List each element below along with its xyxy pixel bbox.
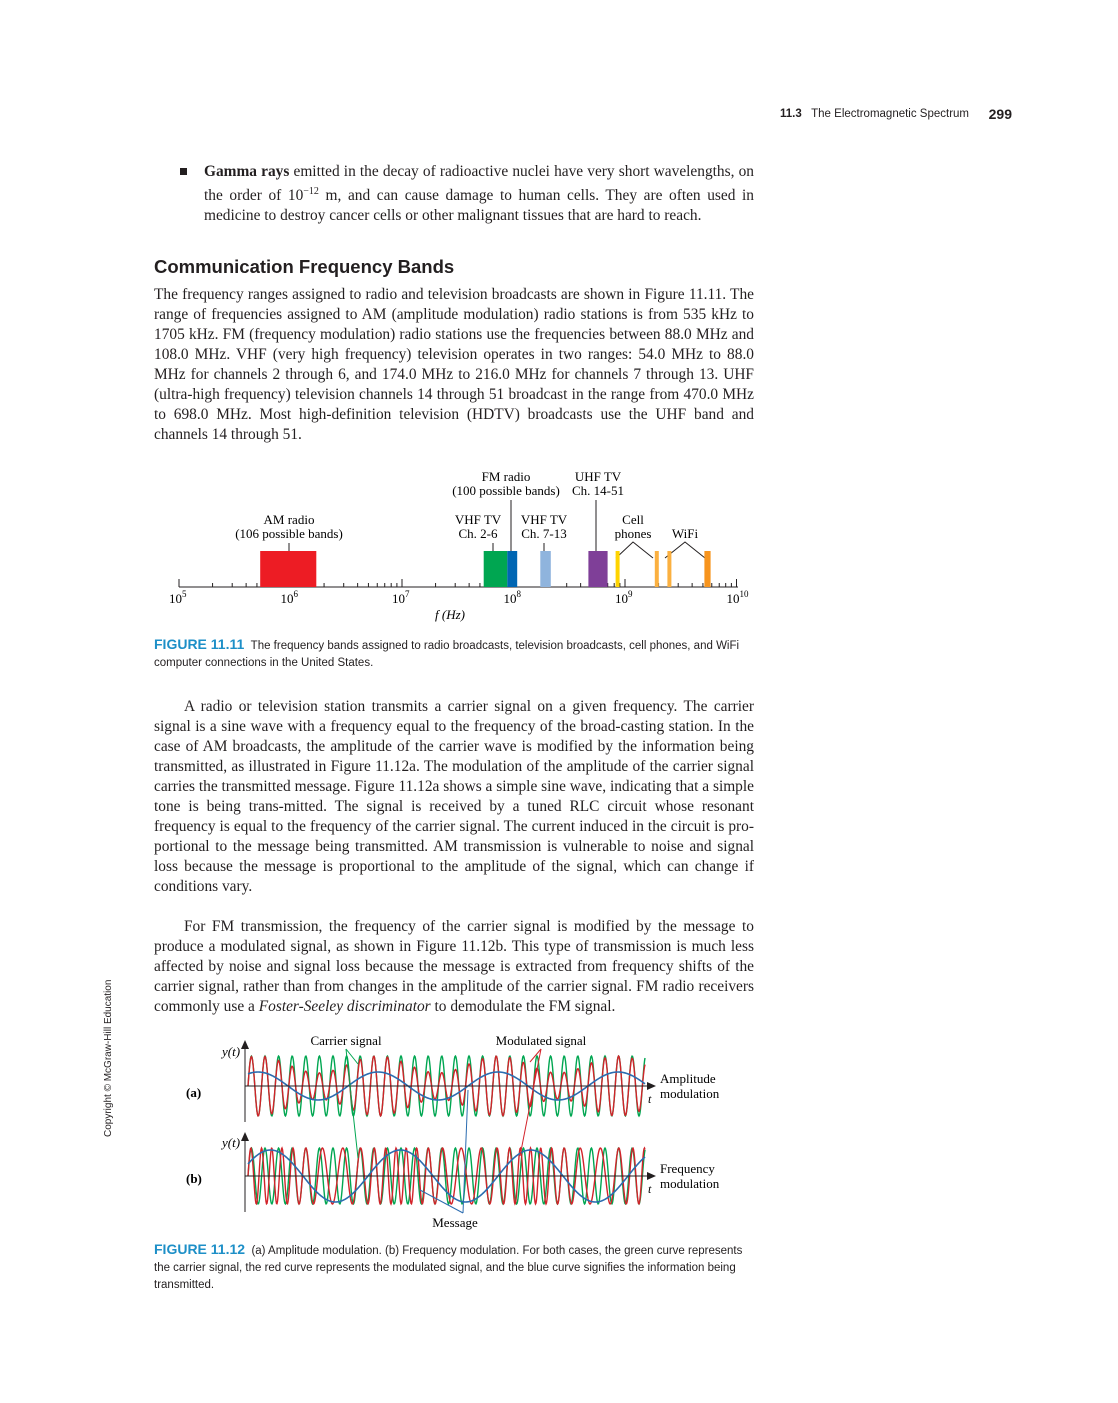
am-label-2: (106 possible bands): [235, 526, 343, 541]
t-label-b: t: [648, 1182, 652, 1196]
section-heading: Communication Frequency Bands: [154, 256, 455, 277]
section-number: 11.3: [780, 108, 802, 120]
copyright-note: Copyright © McGraw-Hill Education: [103, 979, 114, 1137]
tick-label: $10^9$: [615, 589, 633, 606]
tick-label: $10^{10}$: [726, 589, 749, 606]
paragraph-bands: The frequency ranges assigned to radio and television broadcasts are shown in Figure 11.11. The range of frequencies assigned to AM (amplitude modulation) radio stations is from 535 kHz to 1705 kHz. FM (frequency modulation) radio stations use the frequencies between 88.0 MHz and 108.0 MHz. VHF (very high frequency) television operates in two ranges: 54.0 MHz to 88.0 MHz for channels 2 through 6, and 174.0 MHz to 216.0 MHz for channels 7 through 13. UHF (ultra-high frequency) television channels 14 through 51 broadcast in the range from 470.0 MHz to 698.0 MHz. Most high-definition television (HDTV) broadcasts use the UHF band and channels 14 through 51.: [154, 286, 754, 443]
x-axis-tick-labels: [169, 589, 749, 606]
y-axis-label-b: y(t): [222, 1135, 241, 1150]
band-bar: [484, 551, 508, 587]
figure-11-12-chart: [0, 1030, 1118, 1230]
cell-label-1: Cell: [622, 512, 644, 527]
y-arrow-a: [241, 1040, 249, 1049]
figure-11-11-caption: [154, 636, 754, 672]
running-head: [780, 108, 1012, 126]
band-bar: [588, 551, 607, 587]
band-bar: [704, 551, 710, 587]
gamma-bullet: [180, 162, 754, 226]
t-label-a: t: [648, 1092, 652, 1106]
caption-text: (a) Amplitude modulation. (b) Frequency modulation. For both cases, the green curve represents the carrier signal, the red curve represents the modulated signal, and the blue curve signifies the information being transmitted.: [154, 1245, 743, 1291]
band-bar: [260, 551, 316, 587]
y-axis-label-a: y(t): [222, 1044, 241, 1059]
cell-leader: [616, 542, 653, 558]
band-bar: [540, 551, 551, 587]
vhf1-label-1: VHF TV: [454, 512, 502, 527]
uhf-label-1: UHF TV: [574, 469, 622, 484]
vhf2-label-1: VHF TV: [520, 512, 568, 527]
paragraph-carrier: A radio or television station transmits a carrier signal on a given frequency. The carrier signal is a sine wave with a frequency equal to the frequency of the broad-casting station. In the case of AM broadcasts, the amplitude of the carrier wave is modified by the information being transmitted, as illustrated in Figure 11.12a. The modulation of the amplitude of the carrier signal carries the transmitted message. Figure 11.12a shows a simple sine wave, indicating that a simple tone is being trans-mitted. The signal is received by a tuned RLC circuit whose resonant frequency is equal to the frequency of the carrier signal. The current induced in the circuit is pro-portional to the message being transmitted. AM transmission is vulnerable to noise and signal loss because the message is proportional to the amplitude of the signal, which can change if conditions vary.: [154, 698, 754, 895]
x-axis-label: f (Hz): [435, 607, 465, 622]
vhf1-label-2: Ch. 2-6: [458, 526, 498, 541]
uhf-label-2: Ch. 14-51: [572, 483, 624, 498]
am-side-label-2: modulation: [660, 1086, 720, 1101]
bullet-square: [180, 168, 187, 175]
gamma-text-b: m, and can cause damage to human cells. They are often used in medicine to destroy cancer cells or other malignant tissues that are hard to reach.: [204, 187, 754, 225]
modulated-leader-b: [520, 1049, 541, 1156]
tick-label: $10^7$: [392, 589, 410, 606]
tick-label: $10^5$: [169, 589, 187, 606]
fm-label-1: FM radio: [481, 469, 531, 484]
t-arrow-b: [647, 1172, 656, 1180]
fm-italic: Foster-Seeley discriminator: [258, 998, 431, 1015]
caption-label: FIGURE 11.11: [154, 636, 245, 652]
wifi-label: WiFi: [671, 526, 699, 541]
band-bar: [616, 551, 620, 587]
vhf2-label-2: Ch. 7-13: [521, 526, 567, 541]
caption-text: The frequency bands assigned to radio broadcasts, television broadcasts, cell phones, and WiFi computer connections in the United States.: [154, 640, 740, 669]
t-arrow-a: [647, 1082, 656, 1090]
gamma-paragraph: [204, 162, 754, 226]
am-label-1: AM radio: [263, 512, 315, 527]
panel-b-label: (b): [186, 1171, 202, 1186]
fm-text-a: For FM transmission, the frequency of the carrier signal is modified by the message to produce a modulated signal, as shown in Figure 11.12b. This type of transmission is much less affected by noise and signal loss because the message is extracted from frequency shifts of the carrier signal, rather than from changes in the amplitude of the carrier signal. FM radio receivers commonly use a: [154, 918, 754, 1015]
caption-label: FIGURE 11.12: [154, 1241, 246, 1257]
figure-11-11-chart: [0, 465, 1118, 625]
fm-text-b: to demodulate the FM signal.: [430, 998, 616, 1015]
y-arrow-b: [241, 1132, 249, 1141]
message-leader-b: [420, 1190, 463, 1213]
gamma-term: Gamma rays: [204, 163, 290, 180]
page-number: 299: [988, 106, 1012, 122]
fm-label-2: (100 possible bands): [452, 483, 560, 498]
paragraph-fm: [154, 917, 754, 1017]
band-bar: [507, 551, 517, 587]
section-title: The Electromagnetic Spectrum: [811, 108, 970, 120]
band-bar: [655, 551, 659, 587]
tick-label: $10^8$: [503, 589, 521, 606]
fm-side-label-1: Frequency: [660, 1161, 715, 1176]
cell-label-2: phones: [614, 526, 652, 541]
tick-label: $10^6$: [280, 589, 298, 606]
panel-a-label: (a): [186, 1085, 202, 1100]
carrier-leader-b: [346, 1049, 358, 1158]
fm-side-label-2: modulation: [660, 1176, 720, 1191]
message-label: Message: [432, 1215, 478, 1230]
carrier-signal-label: Carrier signal: [310, 1033, 382, 1048]
gamma-text-a: emitted in the decay of radioactive nuclei have very short wavelengths, on the order of 10: [204, 163, 754, 205]
figure-11-12-caption: [154, 1241, 754, 1294]
band-bars: [260, 551, 710, 587]
gamma-exponent: −12: [303, 186, 319, 197]
am-side-label-1: Amplitude: [660, 1071, 716, 1086]
modulated-signal-label: Modulated signal: [495, 1033, 587, 1048]
band-bar: [667, 551, 671, 587]
